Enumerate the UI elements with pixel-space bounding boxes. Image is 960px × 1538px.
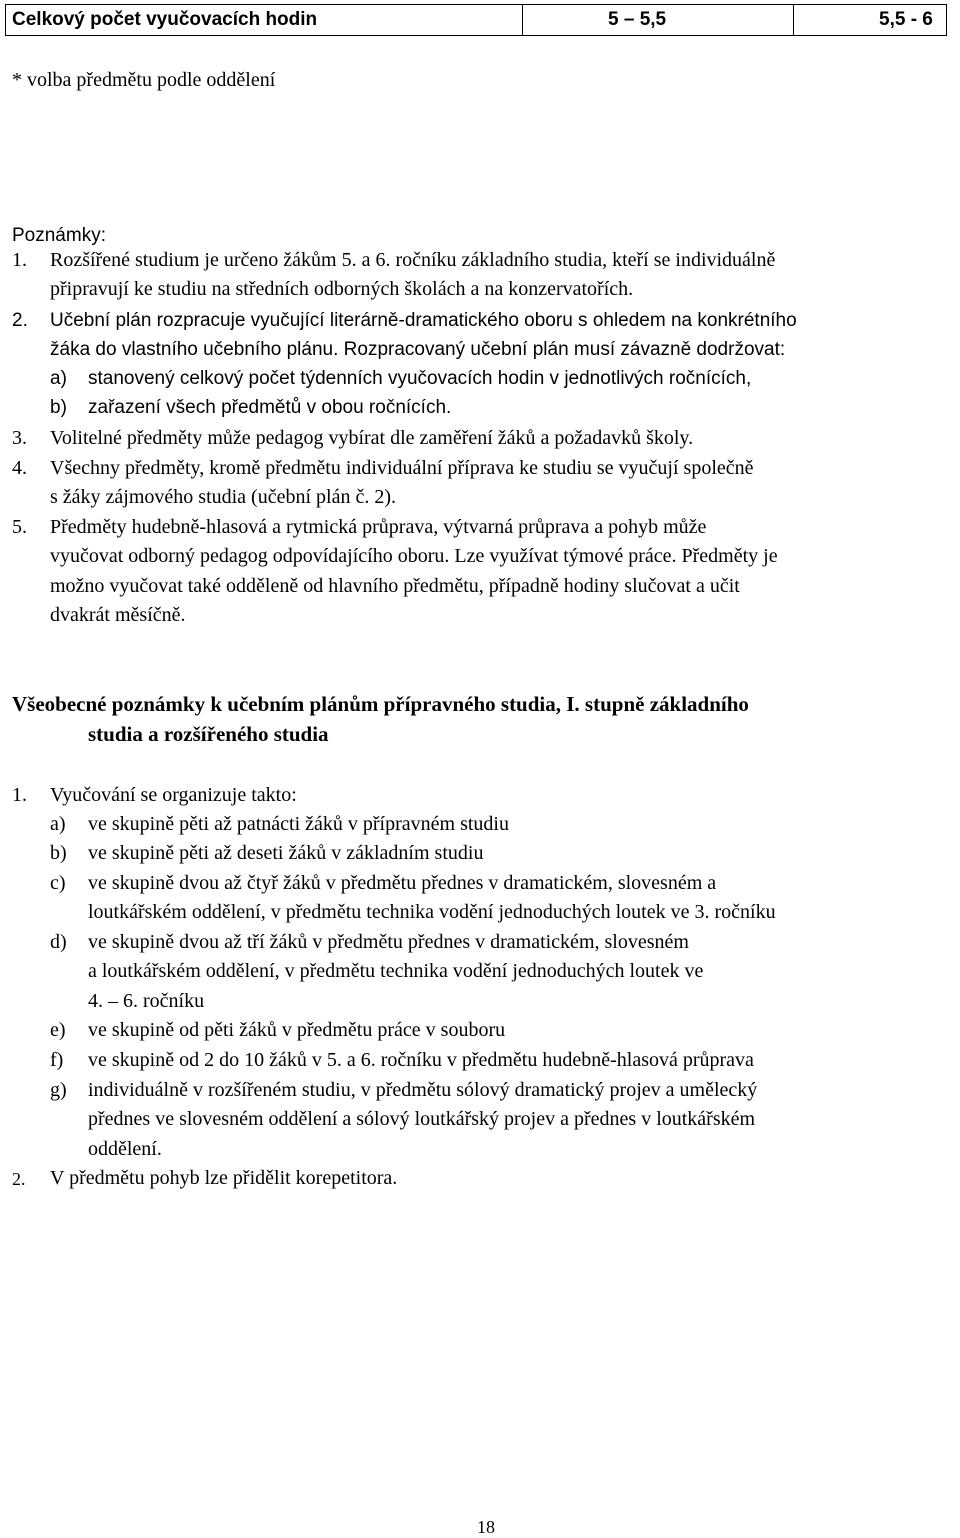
note-4-line-1: Všechny předměty, kromě předmětu individuální příprava ke studiu se vyučují společně [50,457,754,479]
note-5-line-1: Předměty hudebně-hlasová a rytmická průprava, výtvarná průprava a pohyb může [50,516,707,538]
note-4-line-2: s žáky zájmového studia (učební plán č. 2). [50,486,396,508]
general-notes-heading-line-2: studia a rozšířeného studia [88,722,329,746]
general-item-1-num: 1. [12,784,27,806]
summary-label-cell: Celkový počet vyučovacích hodin [6,5,523,36]
page-number: 18 [477,1517,495,1537]
summary-value-a-cell: 5 – 5,5 [523,5,794,36]
note-5-line-4: dvakrát měsíčně. [50,604,186,626]
general-sub-g-line-3: oddělení. [88,1138,162,1160]
note-2-line-2 [50,338,785,362]
general-sub-e-line-1: ve skupině od pěti žáků v předmětu práce v souboru [88,1019,506,1041]
note-3-num: 3. [12,427,27,449]
note-2-line-2-head: žáka do vlastního učebního plánu. [50,339,339,360]
general-sub-c-letter: c) [50,872,66,894]
note-2-sub-a-letter: a) [50,368,67,389]
note-2-sub-b-text: zařazení všech předmětů v obou ročnících. [88,397,452,418]
general-sub-d-line-1: ve skupině dvou až tří žáků v předmětu přednes v dramatickém, slovesném [88,931,689,953]
notes-title: Poznámky: [12,225,106,246]
general-sub-d-line-3: 4. – 6. ročníku [88,990,205,1012]
footnote: * volba předmětu podle oddělení [12,69,276,91]
note-1-line-2: připravují ke studiu na středních odborných školách a na konzervatořích. [50,278,634,300]
note-2-num: 2. [12,310,28,331]
general-sub-f-letter: f) [50,1049,64,1071]
note-4-num: 4. [12,457,27,479]
note-2-line-1: Učební plán rozpracuje vyučující literárně-dramatického oboru s ohledem na konkrétního [50,310,797,331]
note-1-num: 1. [12,249,27,271]
note-5-line-3: možno vyučovat také odděleně od hlavního předmětu, případně hodiny slučovat a učit [50,575,740,597]
note-2-sub-b-letter: b) [50,397,67,418]
general-sub-f-line-1: ve skupině od 2 do 10 žáků v 5. a 6. ročníku v předmětu hudebně-hlasová průprava [88,1049,754,1071]
note-3-line-1: Volitelné předměty může pedagog vybírat dle zaměření žáků a požadavků školy. [50,427,694,449]
general-sub-g-line-2: přednes ve slovesném oddělení a sólový loutkářský projev a přednes v loutkářském [88,1108,756,1130]
general-sub-g-line-1: individuálně v rozšířeném studiu, v předmětu sólový dramatický projev a umělecký [88,1079,758,1101]
general-sub-b-letter: b) [50,842,67,864]
general-item-2-text: V předmětu pohyb lze přidělit korepetitora. [50,1167,398,1189]
general-sub-b-line-1: ve skupině pěti až deseti žáků v základním studiu [88,842,484,864]
note-1-line-1: Rozšířené studium je určeno žákům 5. a 6. ročníku základního studia, kteří se individuálně [50,249,776,271]
summary-value-b-cell: 5,5 - 6 [794,5,947,36]
general-sub-g-letter: g) [50,1079,67,1101]
note-5-num: 5. [12,516,27,538]
hours-summary-table [5,4,947,36]
general-item-2-num: 2. [12,1169,26,1189]
general-sub-a-letter: a) [50,813,66,835]
general-sub-c-line-2: loutkářském oddělení, v předmětu technika vodění jednoduchých loutek ve 3. ročníku [88,901,776,923]
general-sub-d-letter: d) [50,931,67,953]
note-2-line-2-tail: Rozpracovaný učební plán musí závazně dodržovat: [338,339,786,360]
general-sub-e-letter: e) [50,1019,66,1041]
general-notes-heading-line-1: Všeobecné poznámky k učebním plánům přípravného studia, I. stupně základního [12,692,749,716]
general-item-1-text: Vyučování se organizuje takto: [50,784,297,806]
general-sub-c-line-1: ve skupině dvou až čtyř žáků v předmětu přednes v dramatickém, slovesném a [88,872,717,894]
note-2-sub-a-text: stanovený celkový počet týdenních vyučovacích hodin v jednotlivých ročnících, [88,368,752,389]
general-sub-d-line-2: a loutkářském oddělení, v předmětu technika vodění jednoduchých loutek ve [88,960,704,982]
table-row [6,5,947,36]
note-5-line-2: vyučovat odborný pedagog odpovídajícího oboru. Lze využívat týmové práce. Předměty je [50,545,778,567]
general-sub-a-line-1: ve skupině pěti až patnácti žáků v přípravném studiu [88,813,509,835]
